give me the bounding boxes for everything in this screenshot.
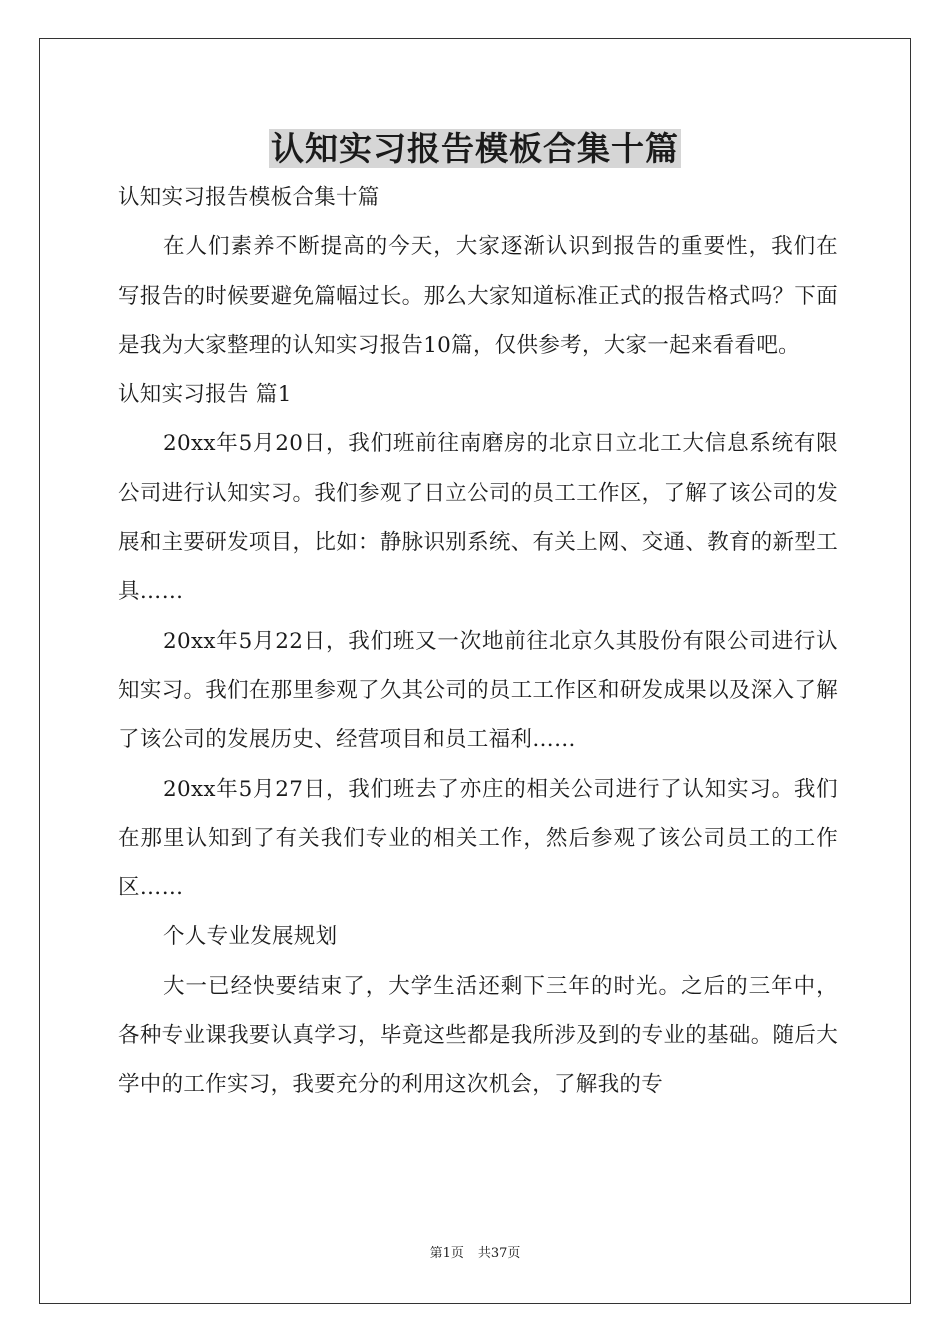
page-footer [0, 1245, 950, 1263]
sub-heading: 个人专业发展规划 [163, 924, 338, 950]
paragraph: 20xx年5月20日，我们班前往南磨房的北京日立北工大信息系统有限公司进行认知实习。我们参观了日立公司的员工工作区，了解了该公司的发展和主要研发项目，比如：静脉识别系统、有关上网、交通、教育的新型工具…… [118, 431, 838, 605]
page-number: 第1页 [429, 1246, 464, 1261]
paragraph: 20xx年5月27日，我们班去了亦庄的相关公司进行了认知实习。我们在那里认知到了有关我们专业的相关工作，然后参观了该公司员工的工作区…… [118, 776, 838, 901]
document-title [0, 124, 950, 174]
paragraph-subtitle: 认知实习报告模板合集十篇 [118, 185, 380, 210]
document-title-text: 认知实习报告模板合集十篇 [271, 129, 679, 168]
page-total: 共37页 [477, 1246, 521, 1261]
paragraph-intro: 在人们素养不断提高的今天，大家逐渐认识到报告的重要性，我们在写报告的时候要避免篇幅过长。那么大家知道标准正式的报告格式吗？下面是我为大家整理的认知实习报告10篇，仅供参考，大家一起来看看吧。 [118, 234, 838, 358]
section-heading: 认知实习报告 篇1 [118, 382, 292, 408]
paragraph: 20xx年5月22日，我们班又一次地前往北京久其股份有限公司进行认知实习。我们在那里参观了久其公司的员工工作区和研发成果以及深入了解了该公司的发展历史、经营项目和员工福利…… [118, 628, 838, 753]
paragraph: 大一已经快要结束了，大学生活还剩下三年的时光。之后的三年中，各种专业课我要认真学习，毕竟这些都是我所涉及到的专业的基础。随后大学中的工作实习，我要充分的利用这次机会，了解我的专 [118, 973, 838, 1098]
document-body [118, 173, 838, 1110]
